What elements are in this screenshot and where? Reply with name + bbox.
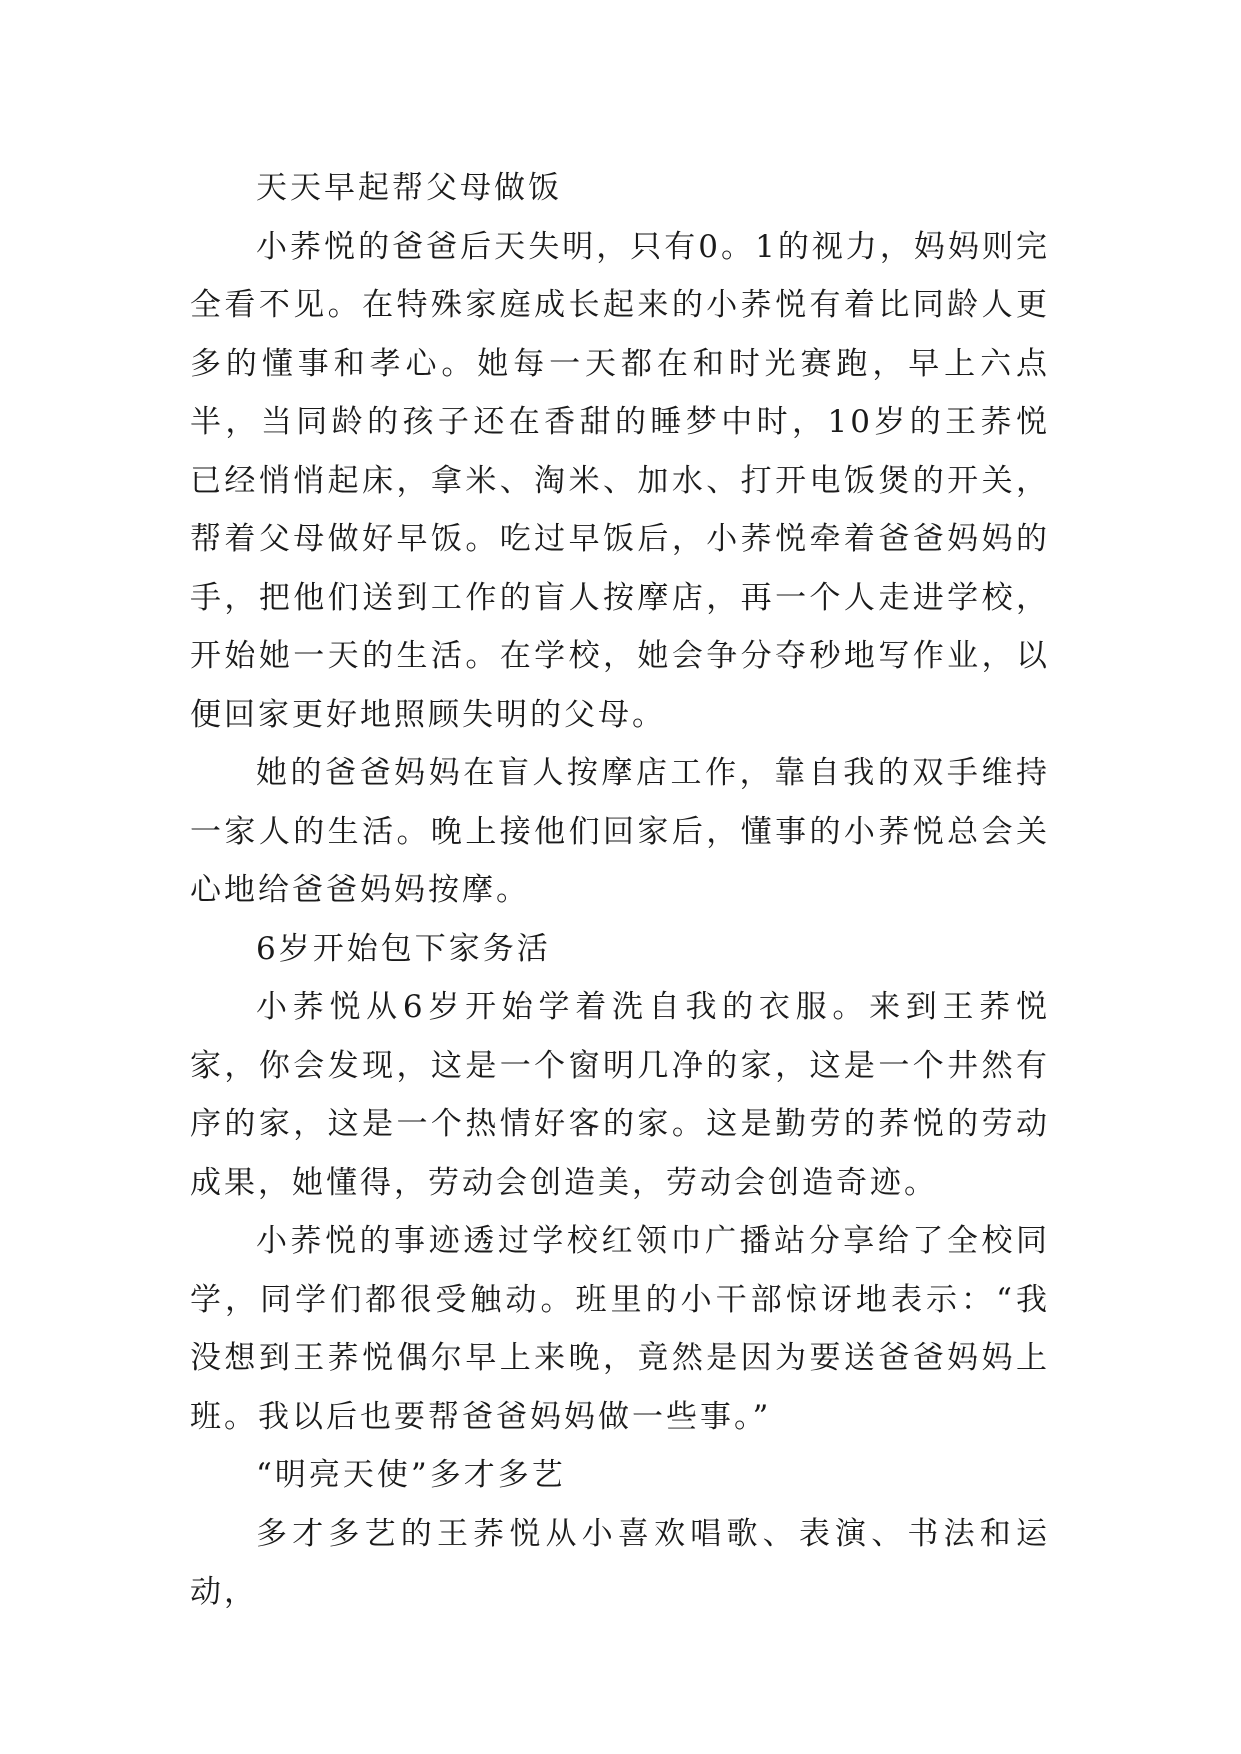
paragraph-father-blind: 小荞悦的爸爸后天失明，只有0。1的视力，妈妈则完全看不见。在特殊家庭成长起来的小荞悦有着比同龄人更多的懂事和孝心。她每一天都在和时光赛跑，早上六点半，当同龄的孩子还在香甜的睡梦中时，10岁的王荞悦已经悄悄起床，拿米、淘米、加水、打开电饭煲的开关，帮着父母做好早饭。吃过早饭后，小荞悦牵着爸爸妈妈的手，把他们送到工作的盲人按摩店，再一个人走进学校，开始她一天的生活。在学校，她会争分夺秒地写作业，以便回家更好地照顾失明的父母。 (190, 228, 1050, 733)
paragraph-school-broadcast: 小荞悦的事迹透过学校红领巾广播站分享给了全校同学，同学们都很受触动。班里的小干部惊讶地表示：“我没想到王荞悦偶尔早上来晚，竟然是因为要送爸爸妈妈上班。我以后也要帮爸爸妈妈做一些事。” (190, 1223, 1050, 1435)
section-heading-bright-angel: “明亮天使”多才多艺 (256, 1457, 566, 1493)
document-body (190, 159, 1050, 1622)
paragraph-washing-clothes: 小荞悦从6岁开始学着洗自我的衣服。来到王荞悦家，你会发现，这是一个窗明几净的家，这是一个井然有序的家，这是一个热情好客的家。这是勤劳的荞悦的劳动成果，她懂得，劳动会创造美，劳动会创造奇迹。 (190, 989, 1050, 1201)
section-heading-early-rising: 天天早起帮父母做饭 (256, 170, 562, 206)
paragraph-talents: 多才多艺的王荞悦从小喜欢唱歌、表演、书法和运动， (190, 1515, 1050, 1610)
paragraph-massage-shop: 她的爸爸妈妈在盲人按摩店工作，靠自我的双手维持一家人的生活。晚上接他们回家后，懂事的小荞悦总会关心地给爸爸妈妈按摩。 (190, 755, 1050, 908)
section-heading-housework: 6岁开始包下家务活 (256, 930, 551, 967)
